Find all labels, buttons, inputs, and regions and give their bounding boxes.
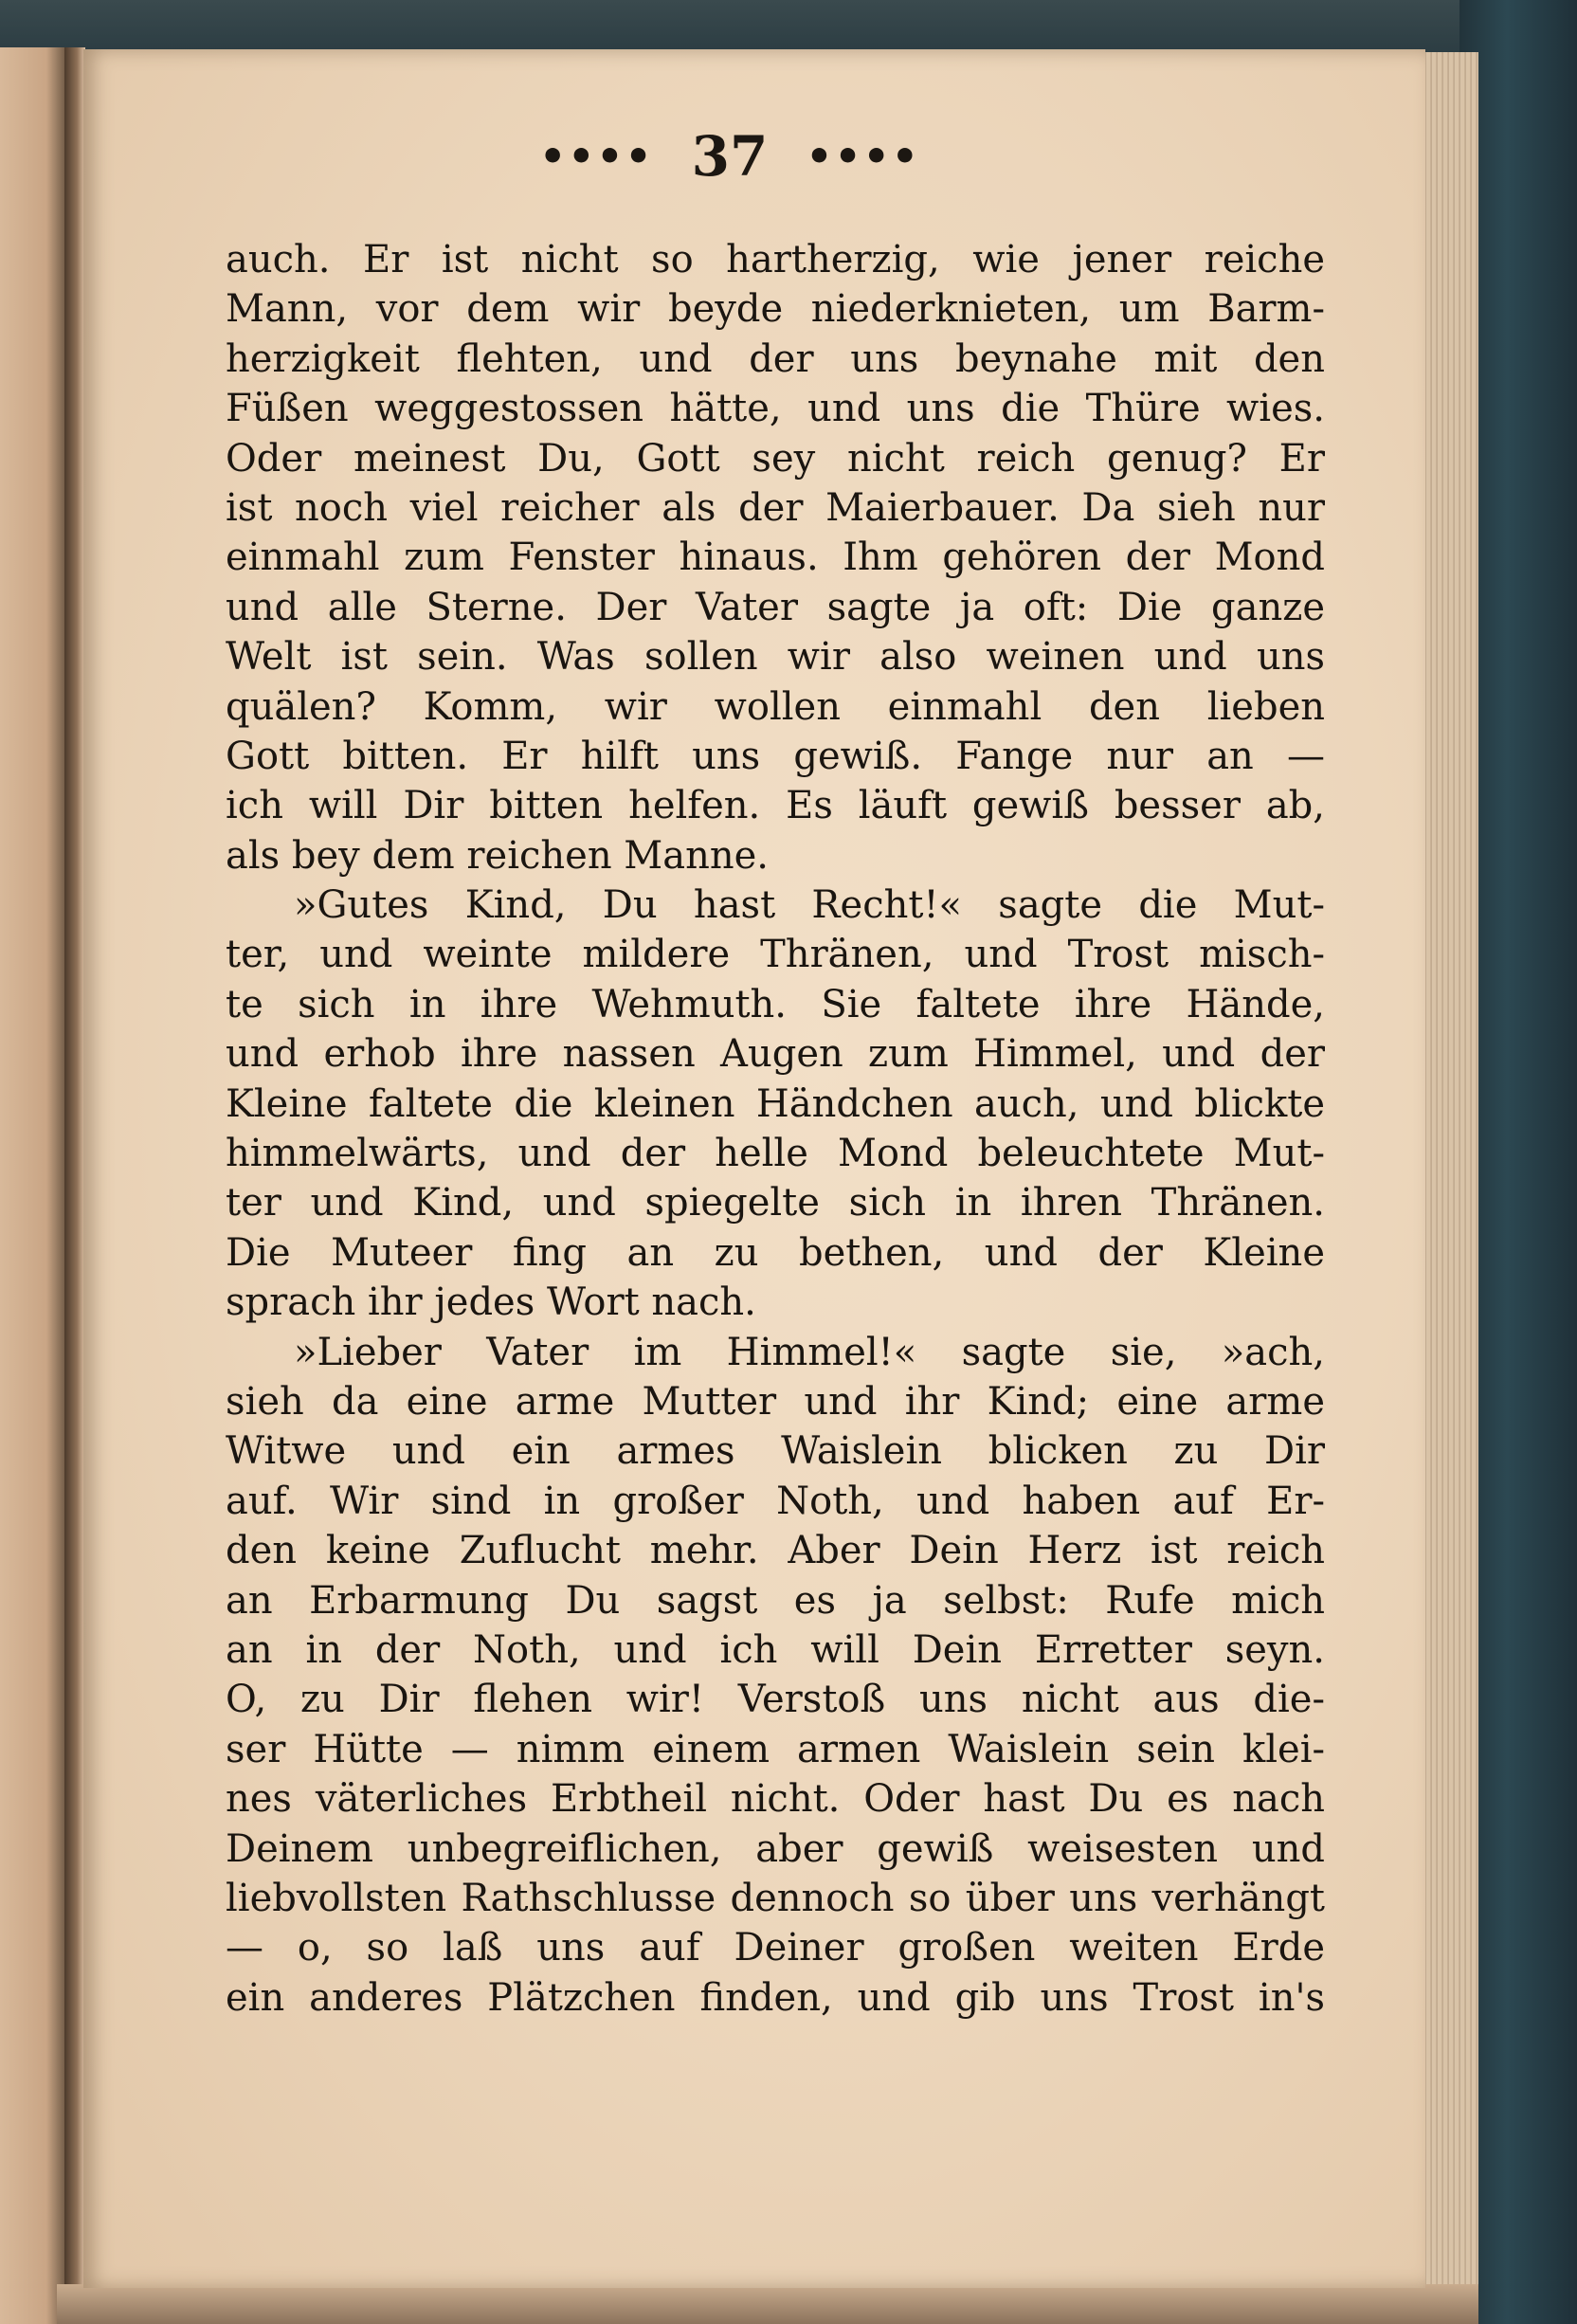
text-line: als bey dem reichen Manne. [226,833,770,878]
text-line: liebvollsten Rathschlusse dennoch so über uns verhängt [226,1876,1325,1920]
text-line: an Erbarmung Du sagst es ja selbst: Rufe mich [226,1578,1325,1623]
text-line: quälen? Komm, wir wollen einmahl den lieben [226,684,1325,729]
body-text [226,235,1325,2023]
text-line: te sich in ihre Wehmuth. Sie faltete ihre Hände, [226,982,1325,1026]
text-line: »Gutes Kind, Du hast Recht!« sagte die Mut- [294,883,1325,928]
text-line: Oder meinest Du, Gott sey nicht reich genug? Er [226,436,1325,481]
page-edges [1422,52,1478,2298]
page-header [531,114,929,199]
text-line: Gott bitten. Er hilft uns gewiß. Fange nur an — [226,734,1325,778]
text-line: Deinem unbegreiflichen, aber gewiß weisesten und [226,1826,1325,1871]
text-line: an in der Noth, und ich will Dein Erretter seyn. [226,1627,1325,1672]
text-line: Füßen weggestossen hätte, und uns die Thüre wies. [226,387,1325,431]
text-line: O, zu Dir flehen wir! Verstoß uns nicht aus die- [226,1678,1325,1722]
page-bottom-edge [57,2284,1478,2324]
text-line: ich will Dir bitten helfen. Es läuft gewiß besser ab, [226,784,1325,828]
text-line: Kleine faltete die kleinen Händchen auch, und blickte [226,1081,1325,1126]
text-line: — o, so laß uns auf Deiner großen weiten Erde [226,1926,1325,1970]
text-line: ein anderes Plätzchen finden, und gib uns Trost in's [226,1975,1325,2020]
text-line: nes väterliches Erbtheil nicht. Oder hast Du es nach [226,1777,1325,1822]
text-line: ser Hütte — nimm einem armen Waislein sein klei- [226,1727,1325,1771]
header-rule-left: •••• [539,132,654,181]
text-line: ter, und weinte mildere Thränen, und Trost misch- [226,933,1325,977]
text-line: Mann, vor dem wir beyde niederknieten, um Barm- [226,287,1325,332]
text-line: auch. Er ist nicht so hartherzig, wie jener reiche [226,238,1325,281]
book-gutter [64,47,85,2324]
text-line: und erhob ihre nassen Augen zum Himmel, und der [226,1032,1325,1077]
text-line: sprach ihr jedes Wort nach. [226,1280,756,1325]
text-line: auf. Wir sind in großer Noth, und haben auf Er- [226,1479,1325,1523]
text-line: himmelwärts, und der helle Mond beleuchtete Mut- [226,1132,1325,1176]
text-line: sieh da eine arme Mutter und ihr Kind; eine arme [226,1379,1325,1424]
page-number: 37 [691,124,769,189]
text-line: Welt ist sein. Was sollen wir also weinen und uns [226,635,1325,680]
text-line: ist noch viel reicher als der Maierbauer. Da sieh nur [226,485,1325,530]
text-line: Die Muteer fing an zu bethen, und der Kleine [226,1230,1325,1275]
text-line: den keine Zuflucht mehr. Aber Dein Herz ist reich [226,1529,1325,1573]
left-page-edge [0,47,66,2324]
text-line: ter und Kind, und spiegelte sich in ihren Thränen. [226,1181,1325,1226]
book-binding-top [0,0,1577,57]
text-line: und alle Sterne. Der Vater sagte ja oft: Die ganze [226,585,1325,629]
text-line: Witwe und ein armes Waislein blicken zu Dir [226,1429,1325,1474]
text-line: herzigkeit flehten, und der uns beynahe mit den [226,336,1325,381]
text-line: »Lieber Vater im Himmel!« sagte sie, »ach, [294,1330,1325,1374]
text-line: einmahl zum Fenster hinaus. Ihm gehören der Mond [226,536,1325,580]
header-rule-right: •••• [806,132,920,181]
